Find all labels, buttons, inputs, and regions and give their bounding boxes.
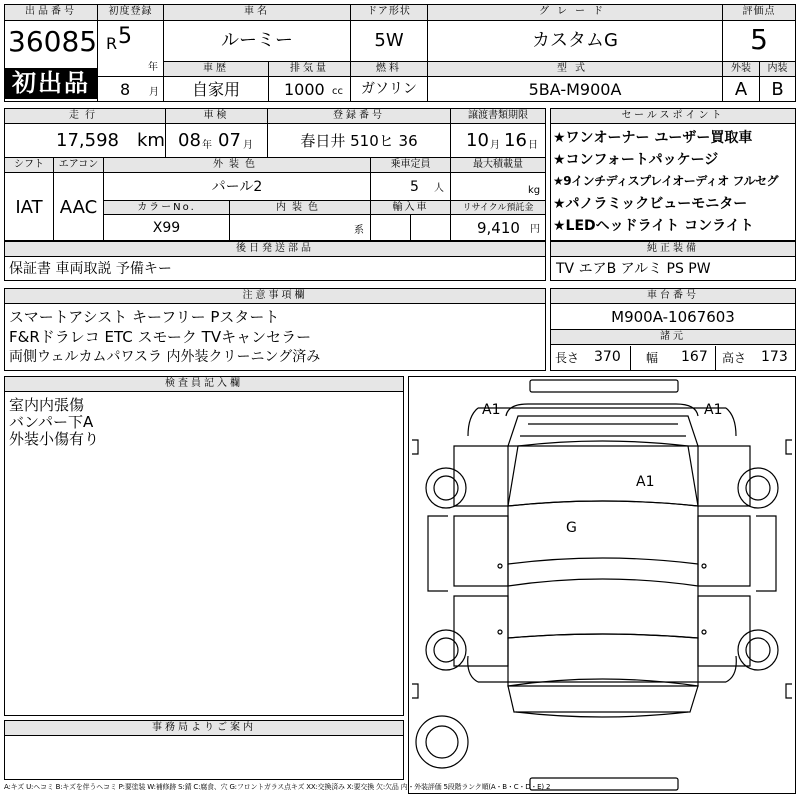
notes-line-1: スマートアシスト キーフリー Pスタート	[9, 308, 280, 326]
capacity-unit: 人	[434, 183, 444, 194]
interior-label: 内装	[760, 62, 795, 77]
sales-point-2: ★コンフォートパッケージ	[553, 152, 719, 168]
genuine-equipment-label: 純正装備	[551, 242, 795, 257]
transfer-day: 16	[504, 130, 527, 151]
width-label: 幅	[646, 351, 659, 365]
length: 370	[594, 349, 621, 365]
length-label: 長さ	[555, 351, 580, 365]
vehicle-details-block	[4, 108, 546, 241]
capacity: 5	[410, 179, 419, 195]
damage-mark-hood: A1	[636, 474, 655, 490]
year-unit: 年	[148, 62, 158, 73]
car-name-label: 車名	[164, 5, 350, 21]
inspection-label: 車検	[166, 109, 267, 124]
later-parts-label: 後日発送部品	[5, 242, 545, 257]
height: 173	[761, 349, 788, 365]
color-no-label: カラーNo.	[104, 201, 229, 215]
sales-point-5: ★LEDヘッドライト コンライト	[553, 218, 754, 234]
first-listing-badge: 初出品	[5, 68, 97, 99]
score-label: 評価点	[723, 5, 795, 21]
sales-point-4: ★パノラミックビューモニター	[553, 196, 748, 212]
fuel: ガソリン	[361, 81, 417, 97]
inspection-month: 07	[218, 130, 241, 151]
score: 5	[750, 23, 768, 56]
transfer-month-unit: 月	[490, 140, 500, 151]
ac-label: エアコン	[54, 158, 103, 173]
color-label: 外装色	[104, 158, 370, 173]
damage-mark-windshield: G	[566, 520, 577, 536]
exterior-color: パール2	[211, 179, 263, 195]
capacity-label: 乗車定員	[371, 158, 450, 173]
damage-mark-left-front: A1	[482, 402, 501, 418]
month-unit: 月	[149, 87, 159, 98]
office-label: 事務局よりご案内	[5, 721, 403, 736]
specs-label: 諸元	[551, 330, 795, 345]
width: 167	[681, 349, 708, 365]
door-label: ドア形状	[351, 5, 427, 21]
sales-point-3: ★9インチディスプレイオーディオ フルセグ	[553, 174, 778, 188]
recycle-amount: 9,410	[477, 219, 520, 237]
damage-mark-right-front: A1	[704, 402, 723, 418]
interior-color-unit: 系	[354, 225, 364, 236]
history-label: 車歴	[164, 62, 268, 77]
height-label: 高さ	[722, 351, 747, 365]
grade-label: グレード	[428, 5, 722, 21]
era-year: 5	[118, 24, 132, 49]
era-prefix: R	[106, 34, 118, 53]
transfer-day-unit: 日	[528, 140, 538, 151]
fuel-label: 燃料	[351, 62, 427, 77]
chassis-label: 車台番号	[551, 289, 795, 304]
transfer-month: 10	[466, 130, 489, 151]
transfer-label: 譲渡書類期限	[451, 109, 545, 124]
legend: A:キズ U:ヘコミ B:キズを伴うヘコミ P:要塗装 W:補修跡 S:錆 C:腐食、穴 G:フロントガラス点キズ XX:交換済み X:要交換 欠:欠品 内・外装評価 5段階ランク順(A・B・C・D・E) 2	[4, 783, 551, 791]
genuine-equipment: TV エアB アルミ PS PW	[556, 261, 711, 277]
model: 5BA-M900A	[528, 80, 622, 99]
inspector-line-1: 室内内張傷	[9, 396, 85, 414]
car-diagram	[408, 376, 796, 794]
exterior-grade: A	[734, 79, 748, 100]
inspection-month-unit: 月	[243, 140, 253, 151]
first-reg-label: 初度登録	[98, 5, 163, 21]
lot-number: 36085	[8, 25, 98, 58]
mileage-unit: km	[137, 130, 165, 151]
inspection-year-unit: 年	[202, 140, 212, 151]
plate-number: 春日井 510ヒ 36	[300, 132, 418, 150]
recycle-label: リサイクル預託金	[451, 201, 545, 215]
color-no: X99	[152, 220, 181, 236]
shift: IAT	[15, 197, 43, 218]
shift-label: シフト	[5, 158, 53, 173]
inspector-line-3: 外装小傷有り	[9, 430, 100, 448]
notes-label: 注意事項欄	[5, 289, 545, 304]
exterior-label: 外装	[723, 62, 759, 77]
grade: カスタムG	[532, 30, 618, 51]
notes-line-2: F&Rドラレコ ETC スモーク TVキャンセラー	[9, 328, 312, 346]
sales-points-label: セールスポイント	[551, 109, 795, 124]
plate-label: 登録番号	[268, 109, 450, 124]
chassis-number: M900A-1067603	[611, 308, 735, 326]
first-reg-month: 8	[120, 80, 131, 99]
history: 自家用	[191, 80, 240, 99]
inspector-label: 検査員記入欄	[5, 377, 403, 392]
sales-point-1: ★ワンオーナー ユーザー買取車	[553, 130, 753, 146]
ac: AAC	[59, 197, 98, 218]
inspector-line-2: バンパー下A	[9, 413, 94, 431]
displacement-unit: cc	[332, 86, 343, 97]
later-parts: 保証書 車両取説 予備キー	[9, 261, 172, 277]
model-label: 型式	[428, 62, 722, 77]
load-unit: kg	[528, 185, 541, 196]
inspection-year: 08	[178, 130, 201, 151]
mileage: 17,598	[56, 130, 119, 151]
car-name: ルーミー	[221, 30, 293, 51]
door-type: 5W	[374, 30, 404, 51]
load-label: 最大積載量	[451, 158, 545, 173]
recycle-unit: 円	[530, 224, 540, 235]
interior-grade: B	[771, 79, 784, 100]
mileage-label: 走行	[5, 109, 165, 124]
notes-line-3: 両側ウェルカムパワスラ 内外装クリーニング済み	[9, 349, 321, 365]
lot-number-label: 出品番号	[5, 5, 97, 21]
displacement-label: 排気量	[269, 62, 350, 77]
interior-color-label: 内装色	[230, 201, 370, 215]
displacement: 1000	[284, 80, 325, 99]
import-label: 輸入車	[371, 201, 450, 215]
